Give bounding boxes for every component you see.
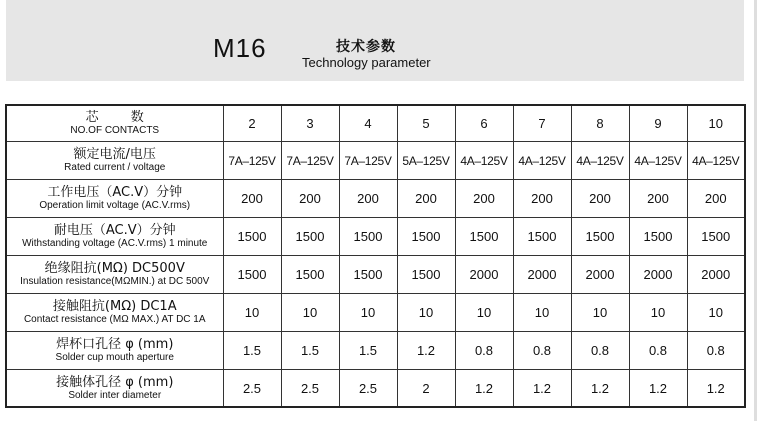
- value-cell: 1500: [571, 218, 629, 256]
- value-cell: 4A–125V: [687, 142, 745, 180]
- value-cell: 1.2: [397, 332, 455, 370]
- column-header: 5: [397, 105, 455, 142]
- value-cell: 4A–125V: [629, 142, 687, 180]
- table-row-operation-voltage: [6, 180, 745, 218]
- value-cell: 10: [455, 294, 513, 332]
- value-cell: 10: [687, 294, 745, 332]
- value-cell: 200: [397, 180, 455, 218]
- row-label-cell: [6, 218, 223, 256]
- value-cell: 1500: [339, 256, 397, 294]
- value-cell: 10: [397, 294, 455, 332]
- value-cell: 1500: [397, 256, 455, 294]
- right-divider: [754, 0, 757, 421]
- row-label-cn: 焊杯口孔径 φ (mm): [56, 337, 174, 352]
- value-cell: 1.5: [339, 332, 397, 370]
- title-english: Technology parameter: [302, 55, 431, 70]
- value-cell: 10: [571, 294, 629, 332]
- row-label-en: Operation limit voltage (AC.V.rms): [39, 200, 191, 211]
- column-header: 10: [687, 105, 745, 142]
- column-header: 8: [571, 105, 629, 142]
- value-cell: 0.8: [571, 332, 629, 370]
- value-cell: 200: [629, 180, 687, 218]
- value-cell: 2000: [687, 256, 745, 294]
- value-cell: 10: [513, 294, 571, 332]
- value-cell: 4A–125V: [513, 142, 571, 180]
- row-label-cn: 接触阻抗(MΩ) DC1A: [52, 299, 177, 314]
- value-cell: 200: [281, 180, 339, 218]
- value-cell: 4A–125V: [455, 142, 513, 180]
- value-cell: 1.2: [571, 370, 629, 408]
- value-cell: 0.8: [455, 332, 513, 370]
- row-label-cell: [6, 256, 223, 294]
- value-cell: 0.8: [687, 332, 745, 370]
- value-cell: 1500: [687, 218, 745, 256]
- row-label-cn: 额定电流/电压: [73, 147, 156, 162]
- value-cell: 4A–125V: [571, 142, 629, 180]
- column-header: 7: [513, 105, 571, 142]
- row-label-en: Contact resistance (MΩ MAX.) AT DC 1A: [23, 314, 206, 325]
- value-cell: 1500: [223, 256, 281, 294]
- value-cell: 2.5: [281, 370, 339, 408]
- row-label-en: Rated current / voltage: [64, 162, 166, 173]
- table-row-solder-cup-aperture: [6, 332, 745, 370]
- value-cell: 0.8: [629, 332, 687, 370]
- value-cell: 7A–125V: [339, 142, 397, 180]
- column-header: 4: [339, 105, 397, 142]
- value-cell: 7A–125V: [281, 142, 339, 180]
- row-label-cn: 芯 数: [85, 110, 158, 125]
- value-cell: 1500: [455, 218, 513, 256]
- value-cell: 2000: [629, 256, 687, 294]
- value-cell: 1.2: [455, 370, 513, 408]
- value-cell: 1.2: [629, 370, 687, 408]
- value-cell: 10: [629, 294, 687, 332]
- value-cell: 200: [455, 180, 513, 218]
- column-header: 3: [281, 105, 339, 142]
- value-cell: 7A–125V: [223, 142, 281, 180]
- value-cell: 1500: [513, 218, 571, 256]
- row-label-en: Solder cup mouth aperture: [55, 352, 174, 363]
- value-cell: 1500: [339, 218, 397, 256]
- value-cell: 200: [339, 180, 397, 218]
- model-name: M16: [213, 33, 267, 63]
- value-cell: 1.5: [281, 332, 339, 370]
- row-label-cell: [6, 370, 223, 408]
- row-label-cell: [6, 294, 223, 332]
- row-label-cn: 耐电压（AC.V）分钟: [53, 223, 176, 238]
- value-cell: 2000: [455, 256, 513, 294]
- spec-table: [5, 104, 746, 408]
- value-cell: 5A–125V: [397, 142, 455, 180]
- table-row-solder-inter-diameter: [6, 370, 745, 408]
- value-cell: 0.8: [513, 332, 571, 370]
- row-label-en: NO.OF CONTACTS: [70, 125, 160, 136]
- row-label-cell: [6, 332, 223, 370]
- row-label-cn: 接触体孔径 φ (mm): [56, 374, 174, 390]
- row-label-cell: [6, 180, 223, 218]
- value-cell: 2000: [513, 256, 571, 294]
- column-header: 2: [223, 105, 281, 142]
- value-cell: 10: [339, 294, 397, 332]
- value-cell: 200: [571, 180, 629, 218]
- row-label-en: Insulation resistance(MΩMIN.) at DC 500V: [20, 276, 210, 287]
- value-cell: 2.5: [223, 370, 281, 408]
- row-label-cn: 工作电压（AC.V）分钟: [47, 185, 183, 200]
- value-cell: 2.5: [339, 370, 397, 408]
- value-cell: 2000: [571, 256, 629, 294]
- value-cell: 1.2: [687, 370, 745, 408]
- column-header: 6: [455, 105, 513, 142]
- value-cell: 1500: [281, 256, 339, 294]
- row-label-cell: [6, 142, 223, 180]
- value-cell: 200: [513, 180, 571, 218]
- table-row-contacts: [6, 105, 745, 142]
- title-chinese: 技术参数: [336, 39, 396, 55]
- row-label-cn: 绝缘阻抗(MΩ) DC500V: [44, 261, 185, 276]
- table-row-rated-current: [6, 142, 745, 180]
- value-cell: 1.2: [513, 370, 571, 408]
- value-cell: 1500: [281, 218, 339, 256]
- value-cell: 2: [397, 370, 455, 408]
- value-cell: 10: [281, 294, 339, 332]
- value-cell: 10: [223, 294, 281, 332]
- table-row-withstanding-voltage: [6, 218, 745, 256]
- table-row-insulation-resistance: [6, 256, 745, 294]
- value-cell: 200: [687, 180, 745, 218]
- column-header: 9: [629, 105, 687, 142]
- row-label-en: Withstanding voltage (AC.V.rms) 1 minute: [22, 238, 208, 249]
- value-cell: 1500: [629, 218, 687, 256]
- table-row-contact-resistance: [6, 294, 745, 332]
- value-cell: 1.5: [223, 332, 281, 370]
- value-cell: 1500: [223, 218, 281, 256]
- contacts-label-cell: [6, 105, 223, 142]
- value-cell: 1500: [397, 218, 455, 256]
- row-label-en: Solder inter diameter: [68, 389, 162, 401]
- value-cell: 200: [223, 180, 281, 218]
